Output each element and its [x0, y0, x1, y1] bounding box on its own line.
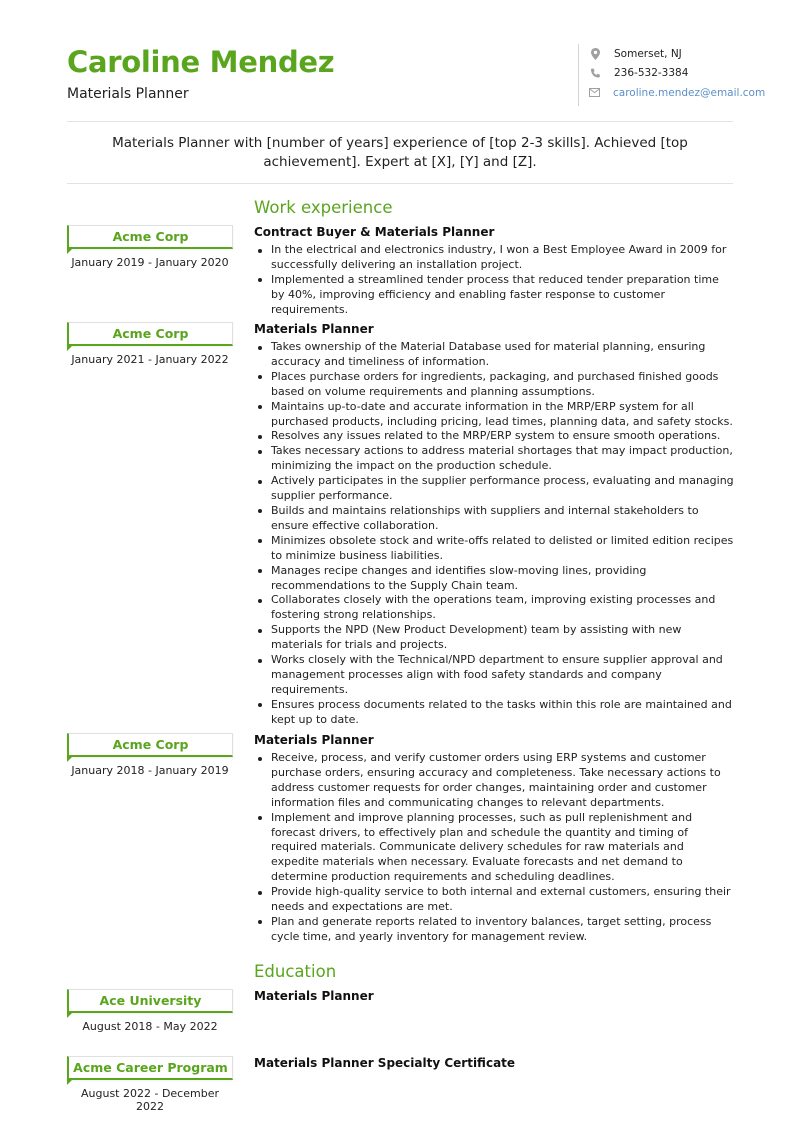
list-item: Receive, process, and verify customer orders using ERP systems and customer purchase orders, ensuring accuracy and completeness. Take necessary actions to address customer requests for order changes, maintaining order and customer information files and communicating changes to relevant departments.	[254, 751, 734, 811]
job-1-company-tag	[67, 225, 233, 269]
list-item: Collaborates closely with the operations team, improving existing processes and fostering strong relationships.	[254, 593, 734, 623]
job-title: Materials Planner	[254, 322, 374, 336]
list-item: Actively participates in the supplier performance process, evaluating and managing supplier performance.	[254, 474, 734, 504]
summary-divider	[67, 183, 733, 184]
contact-block	[578, 44, 766, 106]
school-name: Ace University	[67, 989, 233, 1013]
job-1-entry	[254, 225, 734, 318]
candidate-title: Materials Planner	[67, 86, 189, 102]
company-name: Acme Corp	[67, 733, 233, 757]
candidate-name: Caroline Mendez	[67, 45, 335, 79]
list-item: Provide high-quality service to both internal and external customers, ensuring their needs and expectations are met.	[254, 885, 734, 915]
degree-title: Materials Planner Specialty Certificate	[254, 1056, 516, 1070]
list-item: In the electrical and electronics industry, I won a Best Employee Award in 2009 for successfully delivering an installation project.	[254, 243, 734, 273]
job-2-company-tag	[67, 322, 233, 366]
job-2-entry	[254, 322, 734, 728]
phone-text: 236-532-3384	[614, 67, 689, 80]
list-item: Minimizes obsolete stock and write-offs related to delisted or limited edition recipes to minimize business liabilities.	[254, 534, 734, 564]
location-text: Somerset, NJ	[614, 47, 682, 60]
list-item: Implemented a streamlined tender process that reduced tender preparation time by 40%, improving efficiency and enabling faster response to customer requirements.	[254, 273, 734, 318]
list-item: Builds and maintains relationships with suppliers and internal stakeholders to ensure effective collaboration.	[254, 504, 734, 534]
list-item: Places purchase orders for ingredients, packaging, and purchased finished goods based on volume requirements and planning assumptions.	[254, 370, 734, 400]
header-divider	[67, 121, 733, 122]
job-2-bullets	[254, 340, 734, 728]
list-item: Resolves any issues related to the MRP/ERP system to ensure smooth operations.	[254, 429, 734, 444]
phone-icon	[589, 68, 601, 79]
education-2-entry	[254, 1056, 734, 1074]
contact-email[interactable]	[589, 83, 766, 103]
job-3-entry	[254, 733, 734, 945]
contact-phone	[589, 64, 748, 84]
education-1-entry	[254, 989, 734, 1007]
list-item: Supports the NPD (New Product Development) team by assisting with new materials for trials and projects.	[254, 623, 734, 653]
job-3-company-tag	[67, 733, 233, 777]
job-1-bullets	[254, 243, 734, 318]
job-dates: January 2019 - January 2020	[71, 256, 229, 269]
job-dates: January 2018 - January 2019	[71, 764, 229, 777]
education-heading: Education	[254, 962, 337, 981]
location-pin-icon	[589, 48, 601, 60]
education-dates: August 2022 - December 2022	[81, 1087, 219, 1113]
job-3-bullets	[254, 751, 734, 945]
job-title: Materials Planner	[254, 733, 374, 747]
envelope-icon	[589, 88, 600, 97]
list-item: Manages recipe changes and identifies slow-moving lines, providing recommendations to the Supply Chain team.	[254, 564, 734, 594]
education-2-tag	[67, 1056, 233, 1113]
list-item: Maintains up-to-date and accurate information in the MRP/ERP system for all purchased products, including pricing, lead times, planning data, and safety stocks.	[254, 400, 734, 430]
email-link[interactable]: caroline.mendez@email.com	[613, 86, 766, 99]
job-title: Contract Buyer & Materials Planner	[254, 225, 495, 239]
list-item: Plan and generate reports related to inventory balances, target setting, process cycle time, and yearly inventory for management review.	[254, 915, 734, 945]
work-experience-heading: Work experience	[254, 198, 393, 217]
education-1-tag	[67, 989, 233, 1033]
list-item: Ensures process documents related to the tasks within this role are maintained and kept up to date.	[254, 698, 734, 728]
job-dates: January 2021 - January 2022	[71, 353, 229, 366]
contact-location	[589, 44, 748, 64]
list-item: Works closely with the Technical/NPD department to ensure supplier approval and management processes align with food safety standards and company requirements.	[254, 653, 734, 698]
list-item: Implement and improve planning processes, such as pull replenishment and forecast drivers, to effectively plan and schedule the quantity and timing of required materials. Communicate delivery schedules for raw materials and expedite materials when necessary. Evaluate forecasts and net demand to determine production requirements and scheduling deadlines.	[254, 811, 734, 886]
education-dates: August 2018 - May 2022	[82, 1020, 218, 1033]
list-item: Takes necessary actions to address material shortages that may impact production, minimizing the impact on the production schedule.	[254, 444, 734, 474]
list-item: Takes ownership of the Material Database used for material planning, ensuring accuracy and timeliness of information.	[254, 340, 734, 370]
company-name: Acme Corp	[67, 225, 233, 249]
degree-title: Materials Planner	[254, 989, 374, 1003]
school-name: Acme Career Program	[67, 1056, 233, 1080]
professional-summary: Materials Planner with [number of years] experience of [top 2-3 skills]. Achieved [top achievement]. Expert at [X], [Y] and [Z].	[112, 135, 688, 170]
company-name: Acme Corp	[67, 322, 233, 346]
